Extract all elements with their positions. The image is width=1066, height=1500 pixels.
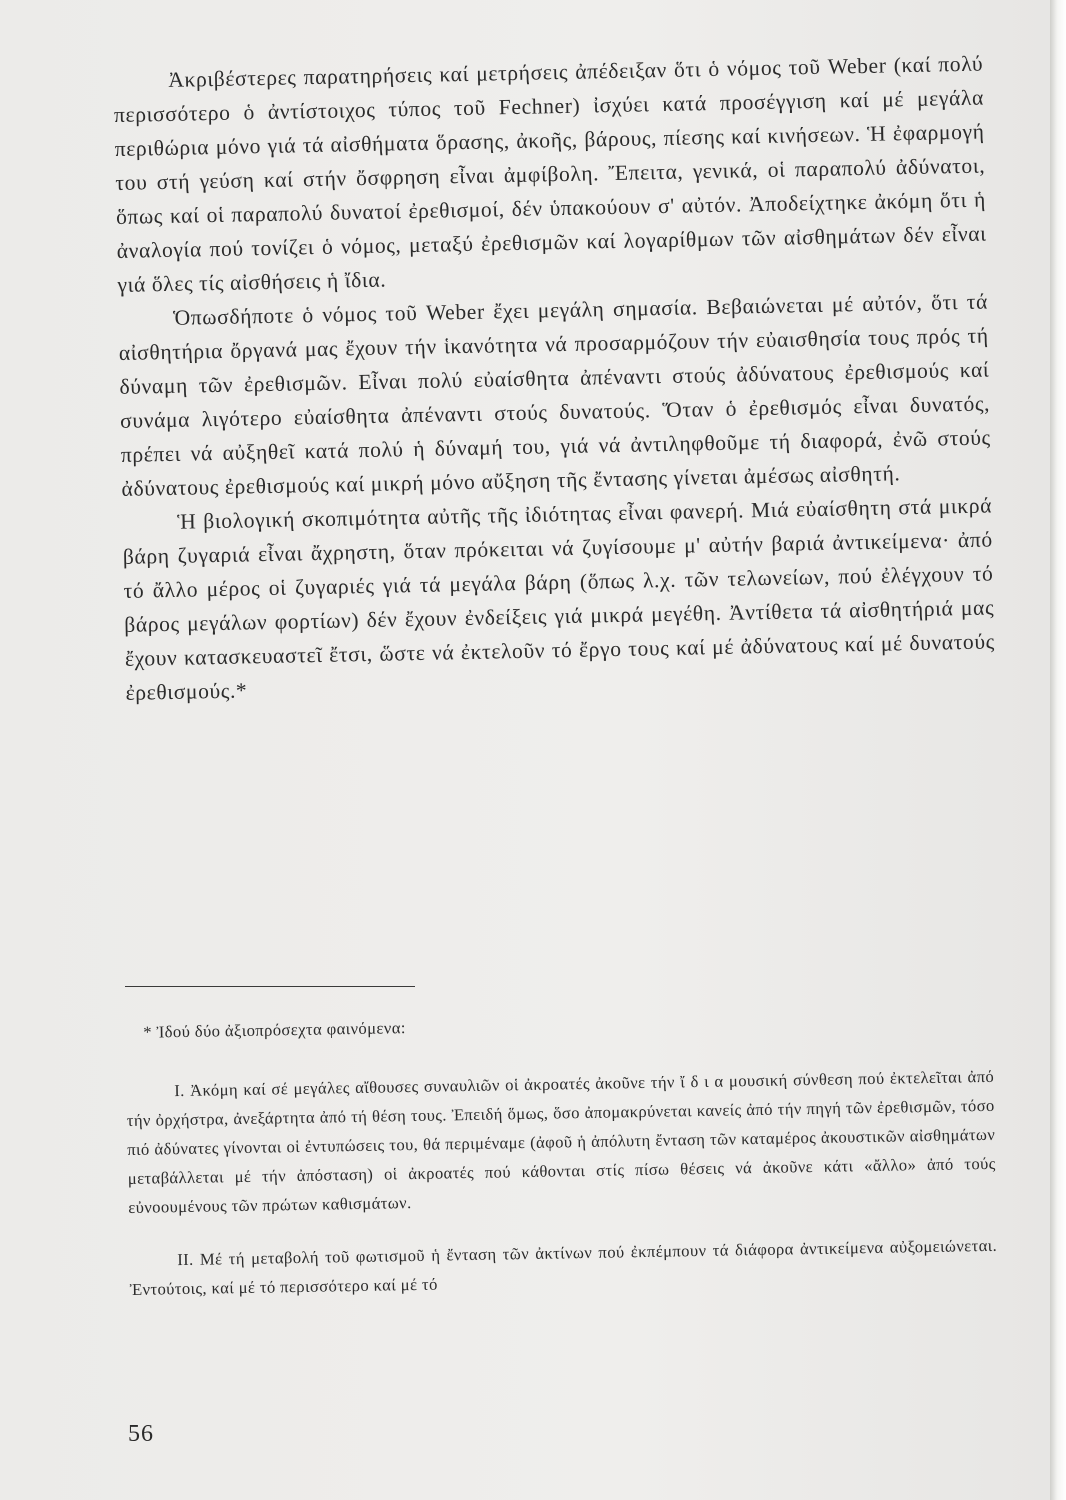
- footnote-item-1: I. Ἀκόμη καί σέ μεγάλες αἴθουσες συναυλιῶν οἱ ἀκροατές ἀκοῦνε τήν ἴ δ ι α μουσική σύνθεση πού ἐκτελεῖται ἀπό τήν ὀρχήστρα, ἀνεξάρτητα ἀπό τή θέση τους. Ἐπειδή ὅμως, ὅσο ἀπομακρύνεται κανείς ἀπό τήν πηγή τῶν ἐρεθισμῶν, τόσο πιό ἀδύνατες γίνονται οἱ ἐντυπώσεις του, θά περιμέναμε (ἀφοῦ ἡ ἀπόλυτη ἔνταση τῶν καταμέρος ἀκουστικῶν αἰσθημάτων μεταβάλλεται μέ τήν ἀπόσταση) οἱ ἀκροατές πού κάθονται στίς πίσω θέσεις νά ἀκοῦνε κάτι «ἄλλο» ἀπό τούς εὐνοουμένους τῶν πρώτων καθισμάτων.: [126, 1066, 996, 1217]
- footnote-intro: * Ἰδού δύο ἀξιοπρόσεχτα φαινόμενα:: [143, 1018, 407, 1042]
- footnote-block: [125, 1003, 998, 1328]
- footnote-separator: [125, 986, 415, 987]
- page-edge-shadow: [1050, 0, 1066, 1500]
- paragraph-2: Ὁπωσδήποτε ὁ νόμος τοῦ Weber ἔχει μεγάλη σημασία. Βεβαιώνεται μέ αὐτόν, ὅτι τά αἰσθητήρια ὄργανά μας ἔχουν τήν ἱκανότητα νά προσαρμόζουν τήν εὐαισθησία τους πρός τή δύναμη τῶν ἐρεθισμῶν. Εἶναι πολύ εὐαίσθητα ἀπέναντι στούς ἀδύνατους ἐρεθισμούς καί συνάμα λιγότερο εὐαίσθητα ἀπέναντι στούς δυνατούς. Ὅταν ὁ ἐρεθισμός εἶναι δυνατός, πρέπει νά αὐξηθεῖ κατά πολύ ἡ δύναμή του, γιά νά ἀντιληφθοῦμε τή διαφορά, ἐνῶ στούς ἀδύνατους ἐρεθισμούς καί μικρή μόνο αὔξηση τῆς ἔντασης γίνεται ἀμέσως αἰσθητή.: [118, 289, 991, 501]
- page-number: 56: [128, 1421, 154, 1447]
- paragraph-1: Ἀκριβέστερες παρατηρήσεις καί μετρήσεις ἀπέδειξαν ὅτι ὁ νόμος τοῦ Weber (καί πολύ περισσότερο ὁ ἀντίστοιχος τύπος τοῦ Fechner) ἰσχύει κατά προσέγγιση καί μέ μεγάλα περιθώρια μόνο γιά τά αἰσθήματα ὅρασης, ἀκοῆς, βάρους, πίεσης καί κινήσεων. Ἡ ἐφαρμογή του στή γεύση καί στήν ὄσφρηση εἶναι ἀμφίβολη. Ἔπειτα, γενικά, οἱ παραπολύ ἀδύνατοι, ὅπως καί οἱ παραπολύ δυνατοί ἐρεθισμοί, δέν ὑπακούουν σ' αὐτόν. Ἀποδείχτηκε ἀκόμη ὅτι ἡ ἀναλογία πού τονίζει ὁ νόμος, μεταξύ ἐρεθισμῶν καί λογαρίθμων τῶν αἰσθημάτων δέν εἶναι γιά ὅλες τίς αἰσθήσεις ἡ ἴδια.: [113, 51, 987, 297]
- paragraph-3: Ἡ βιολογική σκοπιμότητα αὐτῆς τῆς ἰδιότητας εἶναι φανερή. Μιά εὐαίσθητη στά μικρά βάρη ζυγαριά εἶναι ἄχρηστη, ὅταν πρόκειται νά ζυγίσουμε μ' αὐτήν βαριά ἀντικείμενα· ἀπό τό ἄλλο μέρος οἱ ζυγαριές γιά τά μεγάλα βάρη (ὅπως λ.χ. τῶν τελωνείων, πού ἐλέγχουν τό βάρος μεγάλων φορτίων) δέν ἔχουν ἐνδείξεις γιά μικρά μεγέθη. Ἀντίθετα τά αἰσθητήριά μας ἔχουν κατασκευαστεῖ ἔτσι, ὥστε νά ἐκτελοῦν τό ἔργο τους καί μέ ἀδύνατους καί μέ δυνατούς ἐρεθισμούς.*: [122, 493, 996, 705]
- main-body-text: [113, 47, 996, 710]
- footnote-item-2: II. Μέ τή μεταβολή τοῦ φωτισμοῦ ἡ ἔνταση τῶν ἀκτίνων πού ἐκπέμπουν τά διάφορα ἀντικείμενα αὐξομειώνεται. Ἐντούτοις, καί μέ τό περισσότερο καί μέ τό: [129, 1235, 998, 1299]
